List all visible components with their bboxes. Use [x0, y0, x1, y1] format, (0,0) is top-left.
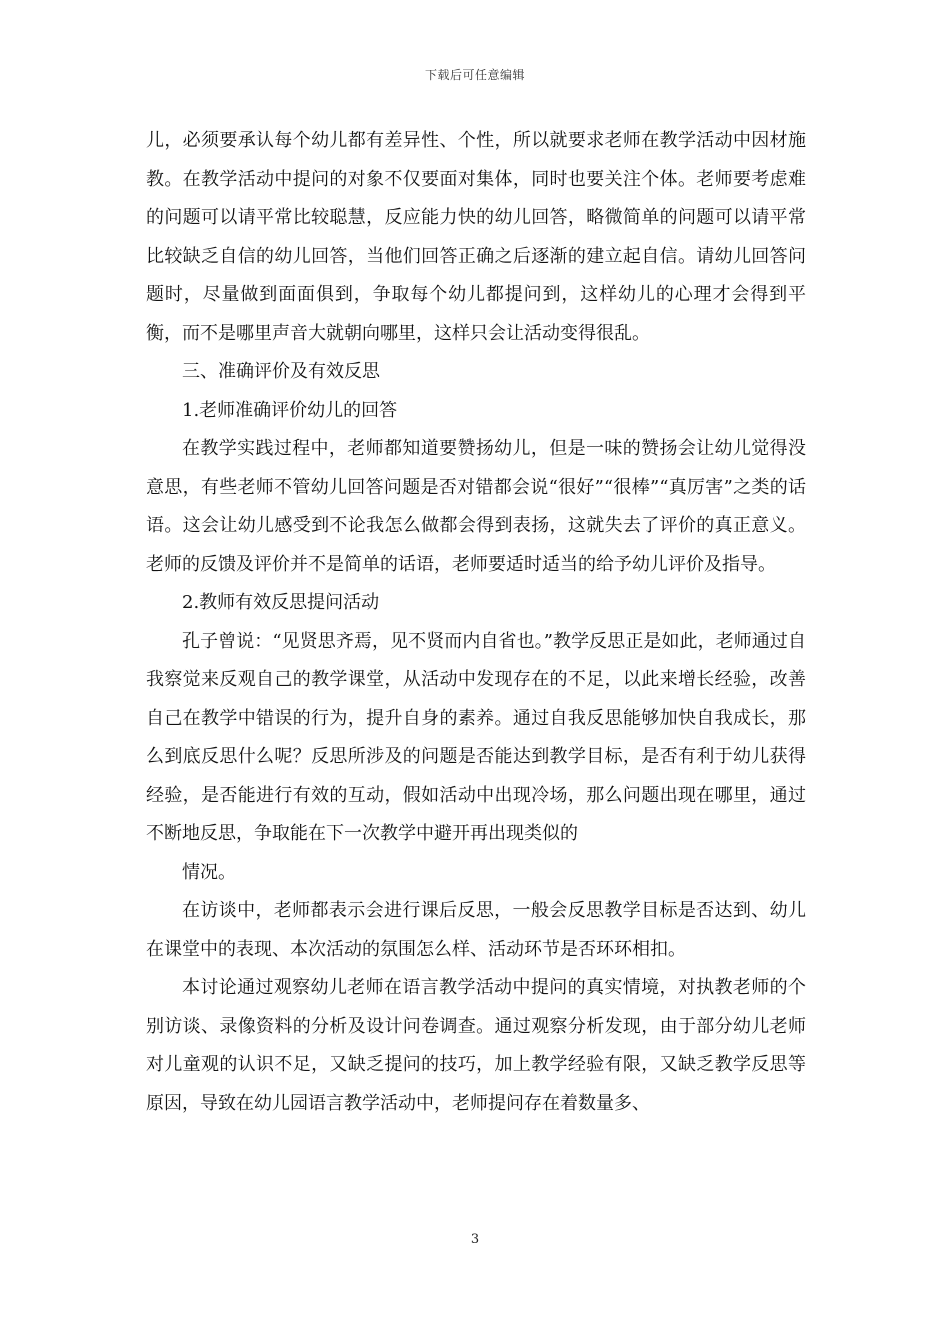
paragraph-interview: 在访谈中，老师都表示会进行课后反思，一般会反思教学目标是否达到、幼儿在课堂中的表现、本次活动的氛围怎么样、活动环节是否环环相扣。	[146, 900, 806, 960]
paragraph-study-summary: 本讨论通过观察幼儿老师在语言教学活动中提问的真实情境，对执教老师的个别访谈、录像资料的分析及设计问卷调查。通过观察分析发现，由于部分幼儿老师对儿童观的认识不足，又缺乏提问的技巧，加上教学经验有限，又缺乏教学反思等原因，导致在幼儿园语言教学活动中，老师提问存在着数量多、	[146, 977, 806, 1114]
paragraph-continued: 儿，必须要承认每个幼儿都有差异性、个性，所以就要求老师在教学活动中因材施教。在教学活动中提问的对象不仅要面对集体，同时也要关注个体。老师要考虑难的问题可以请平常比较聪慧，反应能力快的幼儿回答，略微简单的问题可以请平常比较缺乏自信的幼儿回答，当他们回答正确之后逐渐的建立起自信。请幼儿回答问题时，尽量做到面面俱到，争取每个幼儿都提问到，这样幼儿的心理才会得到平衡，而不是哪里声音大就朝向哪里，这样只会让活动变得很乱。	[146, 130, 806, 344]
subheading-3-2: 2.教师有效反思提问活动	[182, 592, 380, 613]
paragraph-reflection: 孔子曾说：“见贤思齐焉，见不贤而内自省也。”教学反思正是如此，老师通过自我察觉来反观自己的教学课堂，从活动中发现存在的不足，以此来增长经验，改善自己在教学中错误的行为，提升自身的素养。通过自我反思能够加快自我成长，那么到底反思什么呢？反思所涉及的问题是否能达到教学目标，是否有利于幼儿获得经验，是否能进行有效的互动，假如活动中出现冷场，那么问题出现在哪里，通过不断地反思，争取能在下一次教学中避开再出现类似的	[146, 630, 806, 844]
section-heading-3: 三、准确评价及有效反思	[182, 361, 380, 382]
document-body	[146, 122, 806, 1123]
page-header: 下载后可任意编辑	[424, 68, 525, 82]
paragraph-fragment: 情况。	[182, 861, 236, 883]
page-number: 3	[470, 1232, 480, 1247]
subheading-3-1: 1.老师准确评价幼儿的回答	[182, 399, 398, 421]
paragraph-evaluation: 在教学实践过程中，老师都知道要赞扬幼儿，但是一味的赞扬会让幼儿觉得没意思，有些老师不管幼儿回答问题是否对错都会说“很好”“很棒”“真厉害”之类的话语。这会让幼儿感受到不论我怎么做都会得到表扬，这就失去了评价的真正意义。老师的反馈及评价并不是简单的话语，老师要适时适当的给予幼儿评价及指导。	[146, 438, 806, 575]
